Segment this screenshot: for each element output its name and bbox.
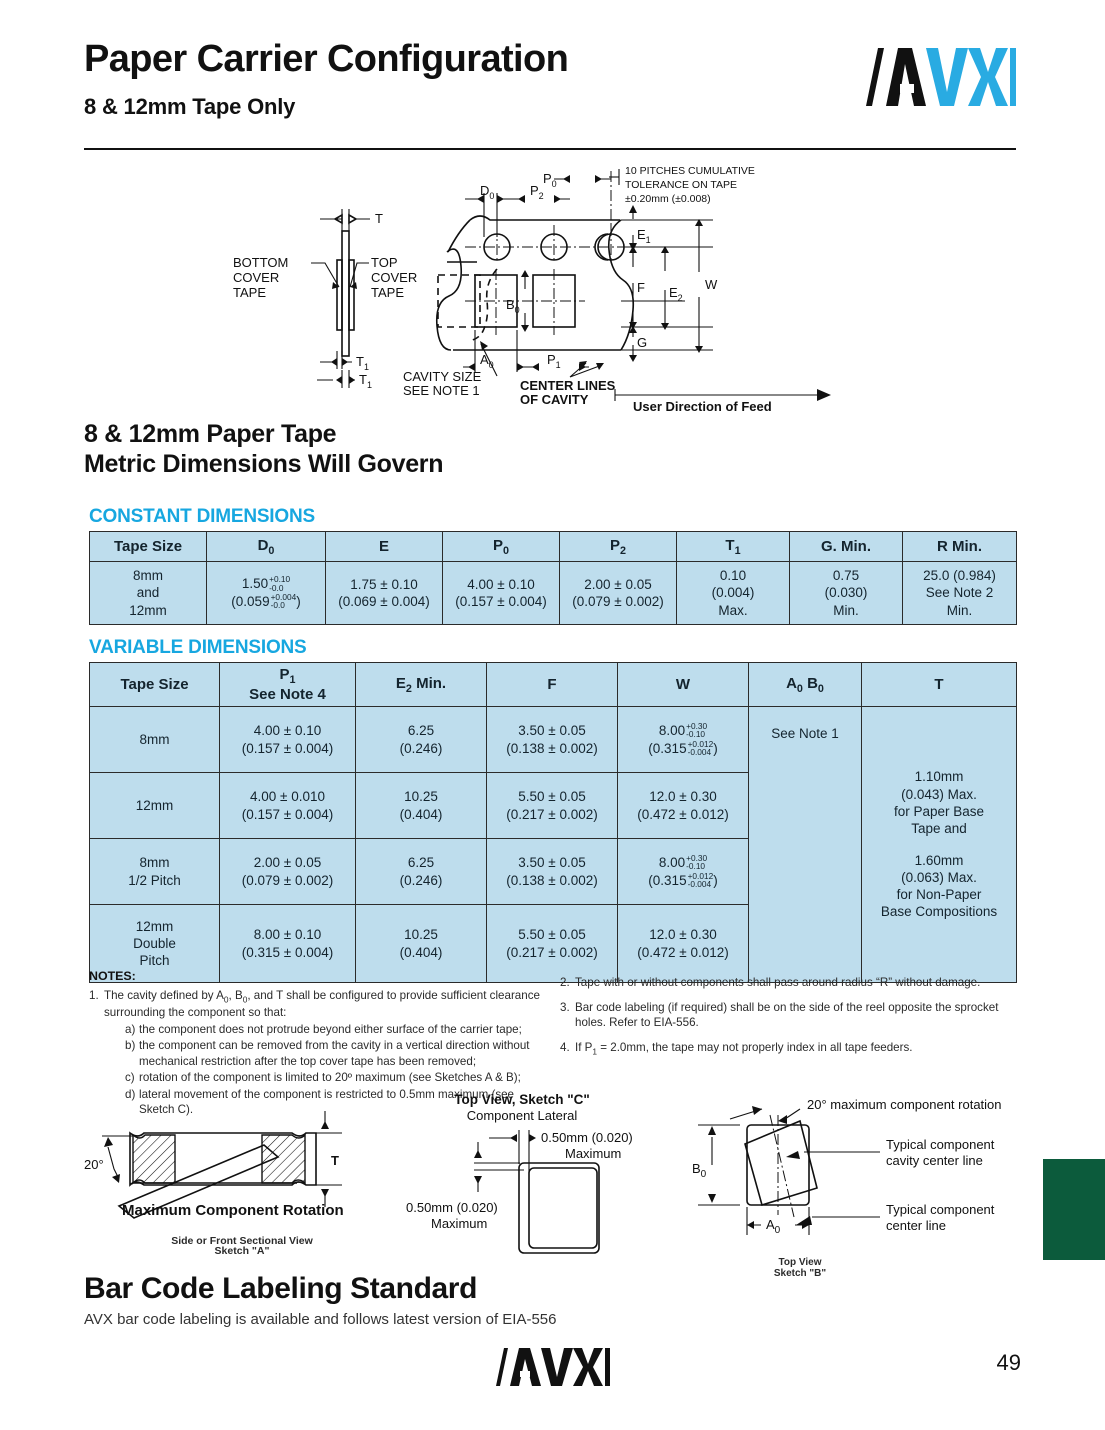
col-p1: $P_1$ See Note 4 (220, 663, 356, 707)
t-l4: Tape and (911, 821, 967, 837)
f-in: (0.217 ± 0.002) (506, 944, 598, 960)
table-header-row (90, 532, 1017, 562)
drawing-label-t1-b: $T_1$ (359, 372, 372, 390)
col-tape-size: Tape Size (90, 663, 220, 707)
table-header-row (90, 663, 1017, 707)
drawing-label-t1-a: $T_1$ (356, 354, 369, 372)
notes-title: NOTES: (89, 969, 136, 983)
cell-e2 (356, 707, 487, 773)
constant-dimensions-caption: CONSTANT DIMENSIONS (89, 506, 315, 527)
d0-mm-tol-up: +0.10 (269, 574, 291, 585)
w-in-tol-up: +0.012 (687, 738, 714, 749)
cell-r-min (903, 562, 1017, 625)
drawing-label-a0: $A_0$ (480, 352, 494, 370)
p1-mm: 8.00 ± 0.10 (253, 927, 322, 943)
f-in: (0.138 ± 0.002) (506, 740, 598, 756)
t-l3: for Paper Base (893, 803, 985, 819)
sketch-b-diagram (690, 1095, 1030, 1290)
r-l1: 25.0 (0.984) (923, 568, 996, 584)
w-in: (0.472 ± 0.012) (637, 944, 729, 960)
d0-mm: 1.50 (241, 576, 269, 592)
drawing-label-p0: $P_0$ (543, 171, 557, 189)
barcode-heading: Bar Code Labeling Standard (84, 1272, 477, 1305)
w-in-close: ) (713, 872, 718, 888)
tape-size-l2: 1/2 Pitch (128, 872, 181, 888)
page-header (84, 40, 1016, 120)
header-divider (84, 148, 1016, 150)
drawing-label-p2: $P_2$ (530, 183, 544, 201)
g-l1: 0.75 (832, 568, 860, 584)
g-l3: Min. (833, 602, 859, 618)
r-l2: See Note 2 (925, 585, 994, 601)
r-l3: Min. (946, 602, 973, 618)
tolerance-note-l2: TOLERANCE ON TAPE (625, 179, 738, 191)
cell-w (618, 839, 749, 905)
col-f: F (487, 663, 618, 707)
tape-size-l1: 8mm (139, 855, 170, 871)
note-3-text: Bar code labeling (if required) shall be on the side of the reel opposite the sprocket holes. Refer to EIA-556. (575, 1000, 999, 1030)
col-e2-min: $E_2$ Min. (356, 663, 487, 707)
label-feed-direction: User Direction of Feed (633, 399, 772, 414)
f-mm: 5.50 ± 0.05 (518, 927, 586, 943)
page-subtitle: 8 & 12mm Tape Only (84, 93, 296, 119)
label-top-cover-tape-l1: TOP (371, 255, 398, 270)
p2-mm: 2.00 ± 0.05 (584, 576, 652, 592)
drawing-label-e2: $E_2$ (669, 285, 683, 303)
note-1-num: 1. (89, 988, 99, 1002)
t-l5: 1.60mm (914, 852, 964, 868)
d0-in-close: ) (296, 594, 301, 609)
cell-e2 (356, 839, 487, 905)
cell-tape-size (90, 562, 207, 625)
table-row (90, 707, 1017, 773)
cell-e2 (356, 773, 487, 839)
e2-mm: 6.25 (407, 723, 435, 739)
p1-in: (0.157 ± 0.004) (241, 806, 334, 822)
p0-in: (0.157 ± 0.004) (455, 594, 547, 609)
tape-size-l1: 8mm (139, 731, 170, 747)
w-mm-tol-up: +0.30 (686, 720, 708, 731)
w-mm-tol-dn: -0.10 (686, 861, 706, 872)
section-title (84, 420, 884, 479)
sketch-c-title: Top View, Sketch "C" (454, 1092, 590, 1107)
p1-in: (0.079 ± 0.002) (241, 872, 334, 888)
variable-dimensions-table (89, 662, 1017, 983)
sketch-a-dim-t: T (331, 1153, 339, 1168)
label-bottom-cover-tape-l2: COVER (233, 270, 280, 285)
w-mm-tol-dn: -0.10 (686, 729, 706, 740)
drawing-label-g: G (637, 335, 648, 350)
e2-mm: 10.25 (404, 927, 438, 943)
note-1d-num: d) (125, 1087, 136, 1101)
sketch-a-caption-l1: Side or Front Sectional View (171, 1235, 313, 1247)
sketch-a-angle: 20° (84, 1157, 104, 1172)
f-mm: 3.50 ± 0.05 (518, 855, 586, 871)
col-tape-size: Tape Size (90, 532, 207, 562)
cell-p1 (220, 839, 356, 905)
e2-in: (0.246) (399, 740, 443, 756)
tape-size-l1: 12mm (135, 797, 174, 813)
e-in: (0.069 ± 0.004) (338, 594, 430, 609)
col-t1: $T_1$ (677, 532, 790, 562)
footer-avx-logo-icon (494, 1346, 610, 1388)
sketch-c-dim-left-l1: 0.50mm (0.020) (406, 1200, 498, 1215)
cell-t (862, 707, 1017, 983)
w-mm-tol-up: +0.30 (686, 852, 708, 863)
cell-p1 (220, 773, 356, 839)
tape-size-l2: and (136, 585, 160, 601)
cell-w (618, 707, 749, 773)
label-top-cover-tape-l2: COVER (371, 270, 418, 285)
p1-mm: 4.00 ± 0.010 (250, 789, 325, 805)
w-in-tol-dn: -0.004 (687, 746, 712, 757)
p1-in: (0.157 ± 0.004) (241, 740, 334, 756)
sketch-a-diagram (82, 1105, 402, 1255)
p1-in: (0.315 ± 0.004) (241, 944, 334, 960)
sketch-c-diagram (404, 1090, 676, 1260)
drawing-label-b0: $B_0$ (506, 297, 520, 315)
note-1a (125, 1022, 541, 1038)
t-l6: (0.063) Max. (901, 869, 977, 885)
section-title-line2: Metric Dimensions Will Govern (84, 449, 444, 478)
sketch-a-caption-l2: Sketch "A" (214, 1245, 270, 1255)
t1-l3: Max. (718, 602, 748, 618)
note-4-num: 4. (560, 1040, 570, 1054)
col-p1-note: See Note 4 (249, 686, 326, 703)
w-in: (0.315 (648, 740, 687, 756)
col-p2: $P_2$ (560, 532, 677, 562)
sketch-b-caption-l2: Sketch "B" (773, 1268, 827, 1279)
cell-tape-size (90, 773, 220, 839)
sketch-a-caption-main: Maximum Component Rotation (122, 1202, 344, 1219)
tape-size-l1: 8mm (133, 568, 163, 584)
note-4 (560, 1040, 1012, 1058)
note-2-num: 2. (560, 976, 570, 989)
cell-e (326, 562, 443, 625)
d0-in-tol-dn: -0.0 (270, 600, 285, 611)
e2-mm: 10.25 (404, 789, 438, 805)
d0-mm-tol-dn: -0.0 (269, 582, 284, 593)
tolerance-note-l3: ±0.20mm (±0.008) (625, 193, 711, 205)
e2-in: (0.404) (399, 806, 443, 822)
section-edge-tab (1043, 1159, 1105, 1260)
f-mm: 3.50 ± 0.05 (518, 723, 586, 739)
note-3 (560, 1000, 1012, 1031)
note-1d-text: lateral movement of the component is restricted to 0.5mm maximum (see Sketch C). (139, 1087, 515, 1117)
note-1-text: The cavity defined by $A_0$, $B_0$, and T shall be configured to provide sufficient clearance surrounding the component so that: (104, 988, 540, 1020)
col-e: E (326, 532, 443, 562)
f-in: (0.138 ± 0.002) (506, 872, 598, 888)
tape-size-l3: Pitch (139, 953, 170, 969)
col-d0: $D_0$ (207, 532, 326, 562)
cell-p0 (443, 562, 560, 625)
w-in-tol-up: +0.012 (687, 870, 714, 881)
t1-l2: (0.004) (711, 585, 755, 601)
note-1c-num: c) (125, 1071, 135, 1085)
page-number: 49 (996, 1350, 1021, 1375)
cell-t1 (677, 562, 790, 625)
a0b0-value: See Note 1 (771, 726, 839, 741)
f-in: (0.217 ± 0.002) (506, 806, 598, 822)
avx-logo-icon (864, 46, 1016, 108)
t-l2: (0.043) Max. (901, 786, 977, 802)
label-center-lines-l2: OF CAVITY (520, 392, 589, 407)
w-mm: 8.00 (658, 722, 686, 738)
e2-in: (0.404) (399, 944, 443, 960)
w-mm: 12.0 ± 0.30 (649, 789, 717, 805)
notes-right-column (560, 972, 1012, 1057)
e2-in: (0.246) (399, 872, 443, 888)
label-cavity-size-l2: SEE NOTE 1 (403, 383, 480, 398)
label-top-cover-tape-l3: TAPE (371, 285, 404, 300)
note-1b (125, 1038, 541, 1069)
sketch-b-comp-l2: center line (886, 1218, 946, 1233)
table-row (90, 562, 1017, 625)
cell-tape-size (90, 707, 220, 773)
label-bottom-cover-tape-l3: TAPE (233, 285, 266, 300)
tape-configuration-drawing (225, 165, 865, 415)
label-center-lines-l1: CENTER LINES (520, 378, 616, 393)
col-a0b0: $A_0$ $B_0$ (749, 663, 862, 707)
e-mm: 1.75 ± 0.10 (350, 576, 418, 592)
col-t: T (862, 663, 1017, 707)
sketch-c-dim-top-l1: 0.50mm (0.020) (541, 1130, 633, 1145)
cell-w (618, 905, 749, 983)
sketch-b-cavity-l1: Typical component (886, 1137, 995, 1152)
drawing-label-f: F (637, 280, 645, 295)
sketch-b-caption-l1: Top View (778, 1257, 822, 1268)
col-g-min: G. Min. (790, 532, 903, 562)
t-l1: 1.10mm (914, 769, 964, 785)
drawing-label-d0: $D_0$ (480, 183, 495, 201)
tolerance-note-l1: 10 PITCHES CUMULATIVE (625, 165, 755, 177)
cell-f (487, 839, 618, 905)
cell-g-min (790, 562, 903, 625)
drawing-label-e1: $E_1$ (637, 227, 651, 245)
w-mm: 8.00 (658, 854, 686, 870)
note-1b-num: b) (125, 1039, 136, 1053)
p0-mm: 4.00 ± 0.10 (467, 576, 535, 592)
tape-size-l3: 12mm (129, 602, 167, 618)
sketch-c-dim-left-l2: Maximum (431, 1216, 488, 1231)
sketch-b-rotation-note: 20° maximum component rotation (807, 1097, 1002, 1112)
cell-f (487, 707, 618, 773)
note-2 (560, 975, 1012, 991)
note-1c (125, 1070, 541, 1086)
d0-in: (0.059 (231, 594, 270, 609)
col-r-min: R Min. (903, 532, 1017, 562)
cell-tape-size (90, 839, 220, 905)
w-in-tol-dn: -0.004 (687, 878, 712, 889)
sketch-c-dim-top-l2: Maximum (565, 1146, 622, 1161)
note-1 (89, 988, 541, 1021)
cell-p1 (220, 707, 356, 773)
sketch-b-dim-b0: $B_0$ (692, 1161, 707, 1180)
label-cavity-size-l1: CAVITY SIZE (403, 369, 482, 384)
sketch-c-subtitle: Component Lateral (466, 1108, 578, 1123)
cell-p2 (560, 562, 677, 625)
g-l2: (0.030) (824, 585, 868, 601)
f-mm: 5.50 ± 0.05 (518, 789, 586, 805)
drawing-label-w: W (705, 277, 718, 292)
tape-size-l1: 12mm (135, 918, 174, 934)
t1-l1: 0.10 (719, 568, 747, 584)
barcode-body: AVX bar code labeling is available and follows latest version of EIA-556 (84, 1311, 557, 1328)
label-bottom-cover-tape-l1: BOTTOM (233, 255, 289, 270)
w-in-close: ) (713, 740, 718, 756)
col-p0: $P_0$ (443, 532, 560, 562)
note-1a-num: a) (125, 1022, 136, 1036)
note-4-text: If $P_1 = 2.0mm$, the tape may not properly index in all tape feeders. (575, 1040, 913, 1056)
tape-size-l2: Double (133, 935, 176, 951)
t-l8: Base Compositions (880, 904, 998, 920)
d0-in-tol-up: +0.004 (270, 592, 297, 603)
w-in: (0.472 ± 0.012) (637, 806, 729, 822)
e2-mm: 6.25 (407, 855, 435, 871)
t-l7: for Non-Paper (896, 887, 982, 903)
note-1c-text: rotation of the component is limited to 20º maximum (see Sketches A & B); (139, 1071, 521, 1085)
cell-f (487, 773, 618, 839)
drawing-label-p1: $P_1$ (547, 352, 561, 370)
cell-d0 (207, 562, 326, 625)
w-mm: 12.0 ± 0.30 (649, 927, 717, 943)
section-title-line1: 8 & 12mm Paper Tape (84, 420, 337, 448)
p2-in: (0.079 ± 0.002) (572, 594, 664, 609)
w-in: (0.315 (648, 872, 687, 888)
sketch-b-cavity-l2: cavity center line (886, 1153, 983, 1168)
note-1b-text: the component can be removed from the cavity in a vertical direction without mechanical restriction after the top cover tape has been removed; (139, 1039, 530, 1068)
col-w: W (618, 663, 749, 707)
drawing-label-t: T (375, 211, 383, 226)
cell-a0b0 (749, 707, 862, 983)
constant-dimensions-table (89, 531, 1017, 625)
page-title: Paper Carrier Configuration (84, 38, 569, 80)
sketch-b-comp-l1: Typical component (886, 1202, 995, 1217)
note-2-text: Tape with or without components shall pass around radius “R” without damage. (575, 976, 981, 989)
cell-w (618, 773, 749, 839)
sketch-b-dim-a0: $A_0$ (766, 1217, 781, 1236)
variable-dimensions-caption: VARIABLE DIMENSIONS (89, 637, 307, 658)
p1-mm: 4.00 ± 0.10 (253, 723, 322, 739)
p1-mm: 2.00 ± 0.05 (253, 855, 322, 871)
note-3-num: 3. (560, 1000, 570, 1014)
note-1a-text: the component does not protrude beyond either surface of the carrier tape; (139, 1022, 522, 1036)
